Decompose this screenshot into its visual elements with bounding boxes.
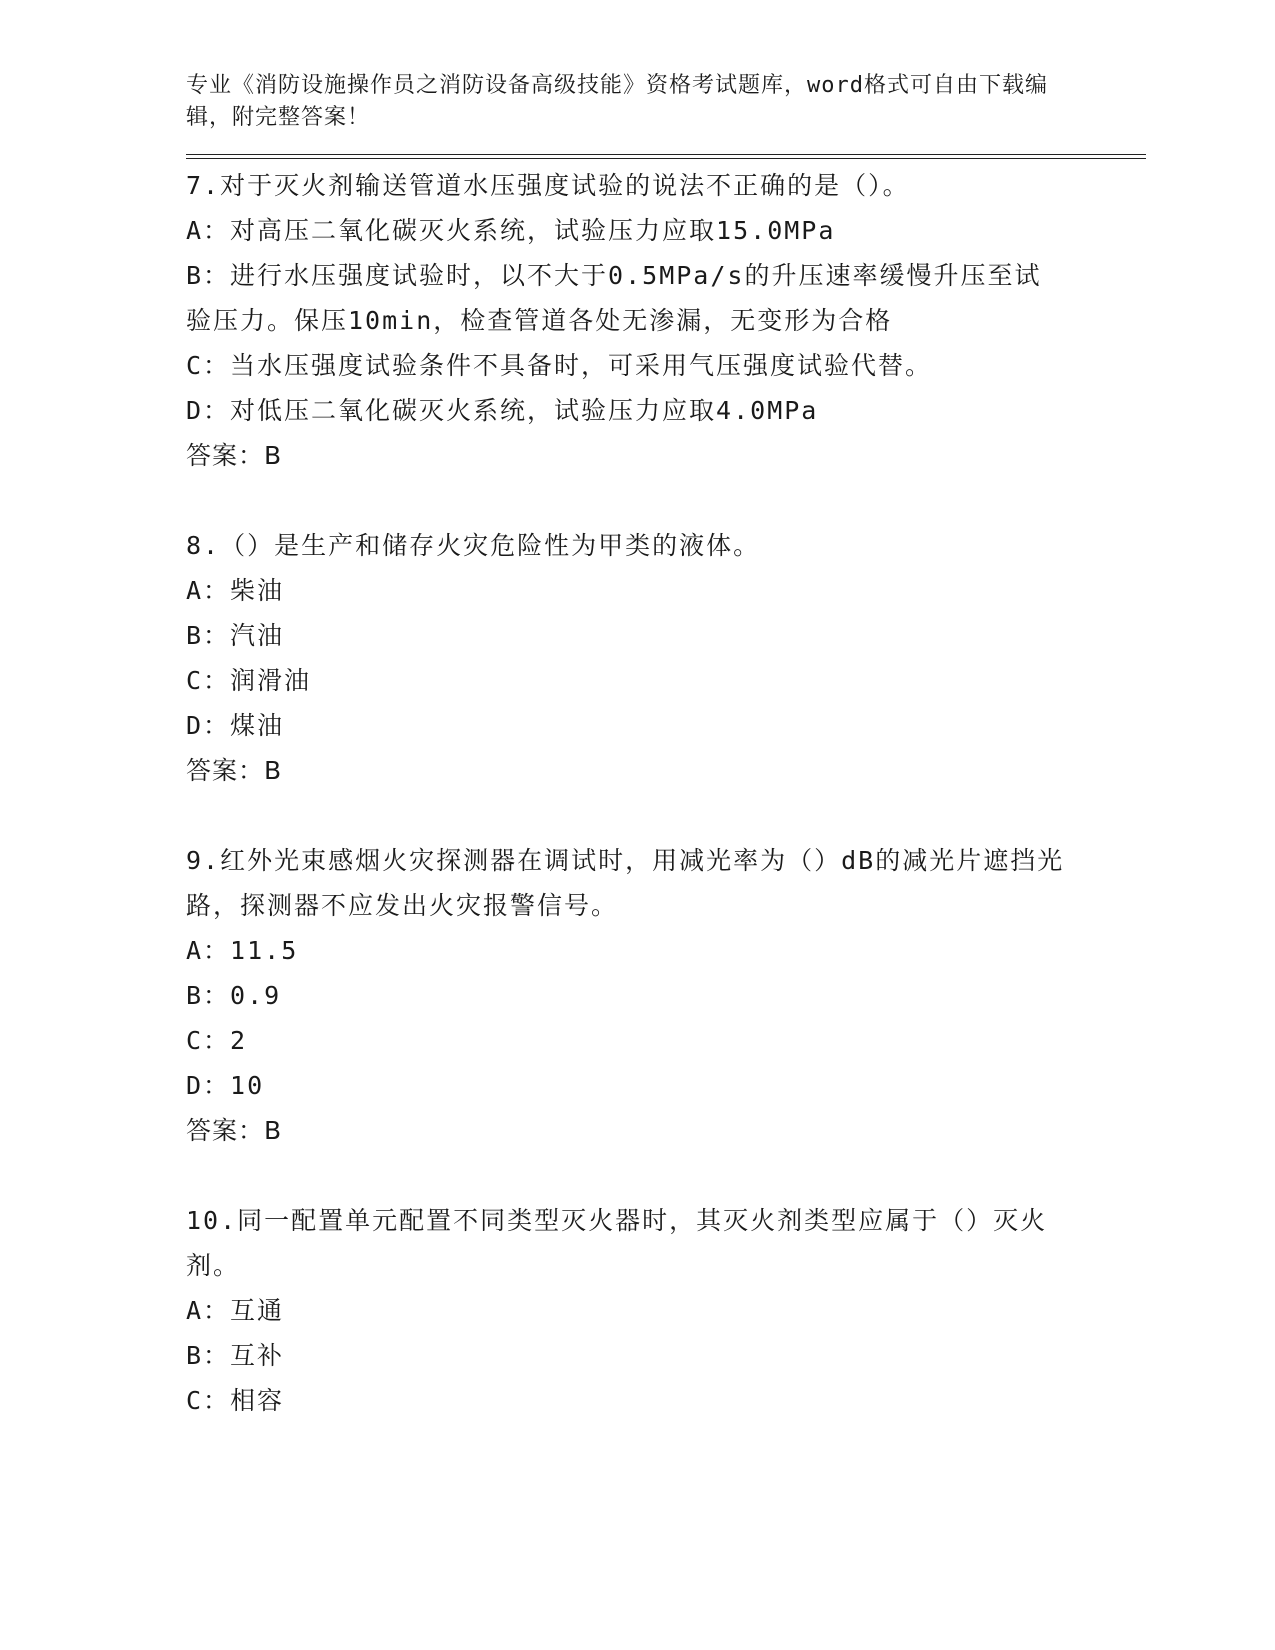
- option-c: C：当水压强度试验条件不具备时，可采用气压强度试验代替。: [186, 351, 933, 380]
- document-header: 专业《消防设施操作员之消防设备高级技能》资格考试题库，word格式可自由下载编辑，附完整答案！: [186, 73, 1048, 130]
- option-c: C：相容: [186, 1386, 285, 1415]
- question-stem: 7.对于灭火剂输送管道水压强度试验的说法不正确的是（）。: [186, 171, 910, 200]
- answer-line: 答案：B: [186, 441, 283, 470]
- question-9: [186, 838, 1146, 1153]
- option-a: A：11.5: [186, 936, 299, 965]
- spacer: [186, 1153, 1146, 1198]
- option-b: B：0.9: [186, 981, 282, 1010]
- option-a: A：互通: [186, 1296, 285, 1325]
- question-7: [186, 163, 1146, 478]
- option-d: D：10: [186, 1071, 265, 1100]
- answer-line: 答案：B: [186, 756, 283, 785]
- spacer: [186, 478, 1146, 523]
- option-b: B：汽油: [186, 621, 285, 650]
- question-8: [186, 523, 1146, 793]
- option-c: C：2: [186, 1026, 248, 1055]
- option-c: C：润滑油: [186, 666, 312, 695]
- answer-line: 答案：B: [186, 1116, 283, 1145]
- option-b: B：进行水压强度试验时，以不大于0.5MPa/s的升压速率缓慢升压至试验压力。保压10min，检查管道各处无渗漏，无变形为合格: [186, 261, 1042, 335]
- option-a: A：柴油: [186, 576, 285, 605]
- question-stem: 9.红外光束感烟火灾探测器在调试时，用减光率为（）dB的减光片遮挡光路，探测器不应发出火灾报警信号。: [186, 846, 1065, 920]
- option-b: B：互补: [186, 1341, 285, 1370]
- header-divider: [186, 154, 1146, 159]
- question-10: [186, 1198, 1146, 1423]
- option-d: D：煤油: [186, 711, 285, 740]
- question-stem: 8.（）是生产和储存火灾危险性为甲类的液体。: [186, 531, 761, 560]
- option-d: D：对低压二氧化碳灭火系统，试验压力应取4.0MPa: [186, 396, 819, 425]
- question-stem: 10.同一配置单元配置不同类型灭火器时，其灭火剂类型应属于（）灭火剂。: [186, 1206, 1048, 1280]
- option-a: A：对高压二氧化碳灭火系统，试验压力应取15.0MPa: [186, 216, 836, 245]
- spacer: [186, 793, 1146, 838]
- document-page: [186, 70, 1146, 1423]
